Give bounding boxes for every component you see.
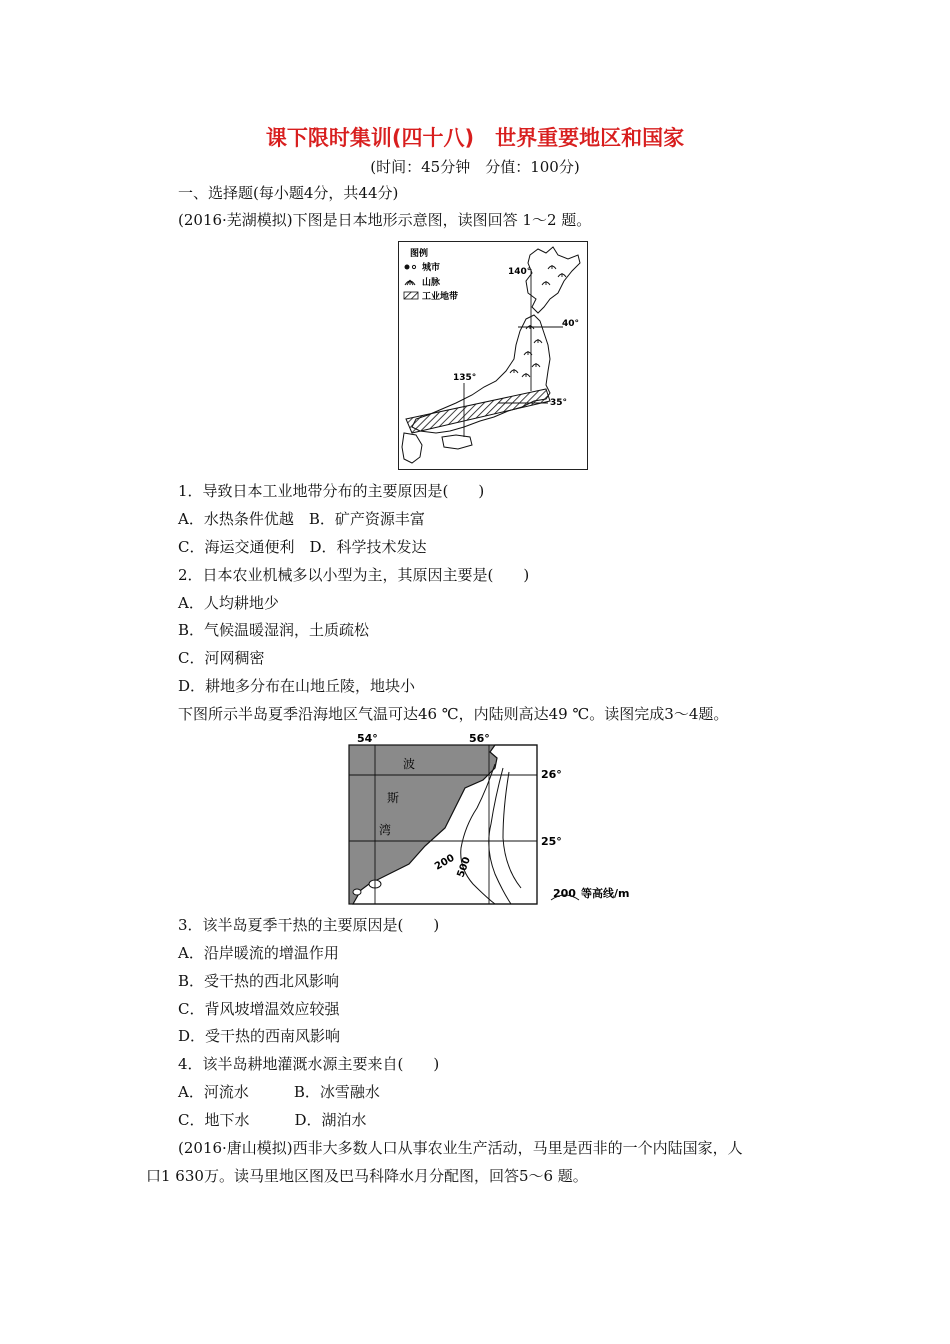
q2-option-d: D．耕地多分布在山地丘陵，地块小 (178, 677, 416, 695)
q1-options-cd: C．海运交通便利 D．科学技术发达 (178, 538, 427, 556)
q1-options-ab: A．水热条件优越 B．矿产资源丰富 (178, 510, 425, 528)
sea-label-3: 湾 (379, 823, 392, 837)
q4-stem: 4．该半岛耕地灌溉水源主要来自( ) (178, 1055, 440, 1073)
sea-label-1: 波 (403, 757, 416, 771)
q4-options-cd: C．地下水 D．湖泊水 (178, 1111, 367, 1129)
legend-contour-number: 200 (553, 887, 576, 900)
q2-stem: 2．日本农业机械多以小型为主，其原因主要是( ) (178, 566, 530, 584)
page-title: 课下限时集训(四十八) 世界重要地区和国家 (265, 126, 685, 150)
contour-label-200: 200 (433, 852, 457, 873)
legend-contour-text: 等高线/m (581, 887, 630, 900)
label-26: 26° (541, 768, 562, 781)
intro-peninsula: 下图所示半岛夏季沿海地区气温可达46 ℃，内陆则高达49 ℃。读图完成3～4题。 (178, 705, 729, 723)
island-2 (353, 889, 361, 895)
peninsula-map (345, 728, 645, 908)
legend-mountain: 山脉 (422, 278, 441, 288)
q3-option-c: C．背风坡增温效应较强 (178, 1000, 340, 1018)
q2-option-a: A．人均耕地少 (178, 594, 279, 612)
q2-option-c: C．河网稠密 (178, 649, 265, 667)
label-40: 40° (562, 319, 580, 329)
label-35: 35° (550, 398, 568, 408)
city-icon (405, 265, 410, 270)
legend-title: 图例 (410, 249, 429, 259)
contour-label-500: 500 (455, 855, 473, 880)
q2-option-b: B．气候温暖湿润，土质疏松 (178, 621, 370, 639)
label-25: 25° (541, 835, 562, 848)
q3-option-b: B．受干热的西北风影响 (178, 972, 340, 990)
q3-stem: 3．该半岛夏季干热的主要原因是( ) (178, 916, 440, 934)
legend-industry: 工业地带 (422, 292, 459, 302)
label-135: 135° (453, 373, 477, 383)
legend-city: 城市 (422, 263, 441, 273)
q3-option-d: D．受干热的西南风影响 (178, 1027, 341, 1045)
label-54: 54° (357, 732, 378, 745)
label-56: 56° (469, 732, 490, 745)
intro-mali-line1: (2016·唐山模拟)西非大多数人口从事农业生产活动，马里是西非的一个内陆国家，人 (178, 1139, 743, 1157)
q3-option-a: A．沿岸暖流的增温作用 (178, 944, 339, 962)
sea-label-2: 斯 (387, 791, 400, 805)
industry-icon (404, 292, 418, 299)
japan-map (398, 241, 588, 470)
q1-stem: 1．导致日本工业地带分布的主要原因是( ) (178, 482, 485, 500)
label-140: 140° (508, 267, 532, 277)
intro-mali-line2: 口1 630万。读马里地区图及巴马科降水月分配图，回答5～6 题。 (146, 1167, 588, 1185)
q4-options-ab: A．河流水 B．冰雪融水 (178, 1083, 380, 1101)
intro-japan: (2016·芜湖模拟)下图是日本地形示意图，读图回答 1～2 题。 (178, 211, 592, 229)
section-heading: 一、选择题(每小题4分，共44分) (178, 184, 399, 202)
page-subtitle: (时间：45分钟 分值：100分) (370, 158, 580, 176)
